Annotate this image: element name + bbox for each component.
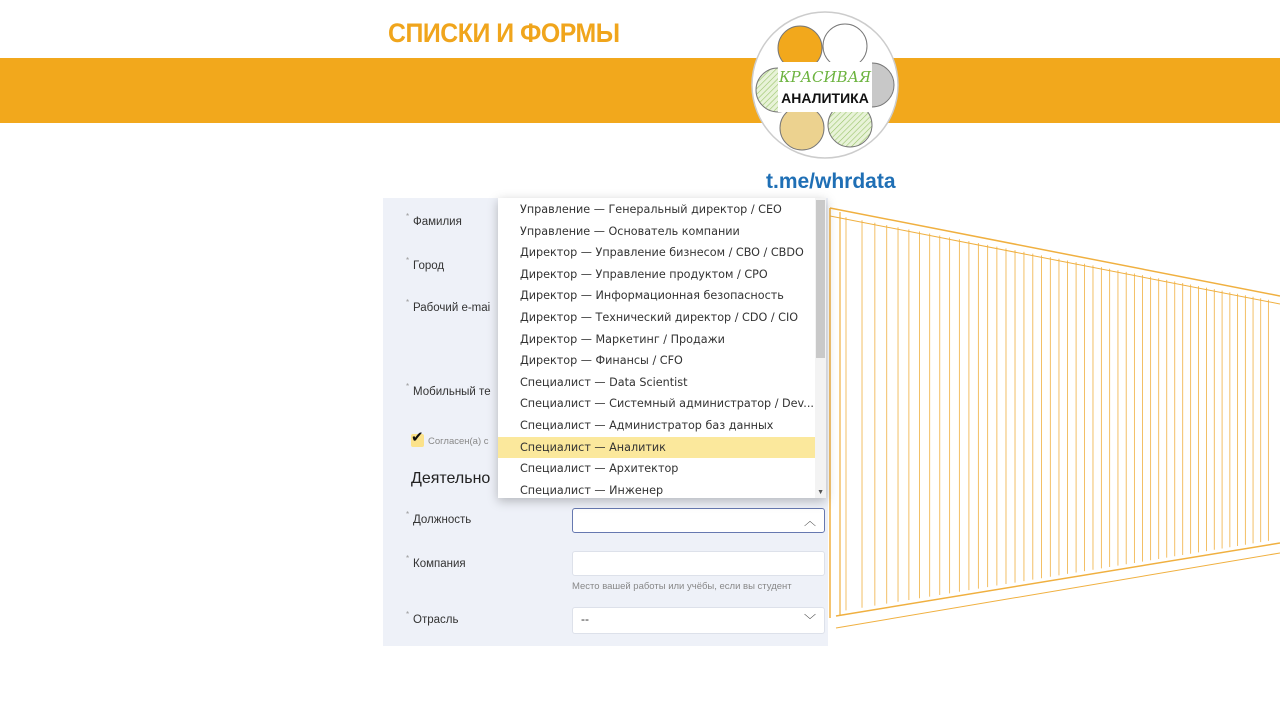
dropdown-option[interactable]: Специалист — Инженер [520, 483, 664, 497]
section-heading: Деятельно [411, 470, 491, 487]
container-line [836, 543, 1280, 616]
label-work-email: * Рабочий e-mai [406, 298, 491, 314]
dropdown-option[interactable]: Директор — Финансы / CFO [520, 354, 683, 368]
label-city: * Город [406, 256, 445, 272]
shipping-container-illustration [826, 198, 1280, 648]
scroll-down-icon[interactable]: ▼ [817, 489, 824, 496]
label-last-name: * Фамилия [406, 212, 462, 228]
dropdown-option[interactable]: Специалист — Data Scientist [520, 375, 688, 389]
dropdown-option[interactable]: Директор — Управление продуктом / CPO [520, 267, 768, 281]
logo-text-2: АНАЛИТИКА [781, 90, 869, 106]
consent-checkbox[interactable] [411, 429, 424, 447]
dropdown-option[interactable]: Специалист — Аналитик [498, 437, 815, 459]
label-industry: * Отрасль [406, 610, 459, 626]
position-dropdown-list[interactable] [498, 198, 826, 498]
consent-label: Согласен(а) с [428, 436, 489, 447]
company-input[interactable] [572, 551, 825, 576]
industry-select[interactable] [572, 607, 825, 634]
dropdown-option[interactable]: Директор — Управление бизнесом / CBO / CBDO [520, 246, 804, 260]
label-position: * Должность [406, 510, 472, 526]
container-line [830, 216, 1280, 304]
label-mobile: * Мобильный те [406, 382, 491, 398]
dropdown-option[interactable]: Специалист — Системный администратор / Dev... [520, 397, 814, 411]
dropdown-option[interactable]: Специалист — Архитектор [520, 462, 679, 476]
label-company: * Компания [406, 554, 466, 570]
dropdown-option[interactable]: Управление — Основатель компании [520, 224, 740, 238]
dropdown-option[interactable]: Директор — Информационная безопасность [520, 289, 784, 303]
dropdown-option[interactable]: Специалист — Администратор баз данных [520, 419, 774, 432]
page-title: СПИСКИ И ФОРМЫ [388, 18, 620, 48]
scrollbar[interactable] [815, 198, 826, 498]
container-line [830, 208, 1280, 296]
company-hint: Место вашей работы или учёбы, если вы студент [572, 581, 792, 592]
logo-text-1: КРАСИВАЯ [778, 68, 872, 86]
container-line [836, 553, 1280, 628]
logo [750, 10, 900, 160]
position-select[interactable] [572, 508, 825, 533]
chevron-up-icon: ︿ [803, 514, 816, 528]
dropdown-option[interactable]: Управление — Генеральный директор / CEO [520, 203, 782, 216]
dropdown-option[interactable]: Директор — Маркетинг / Продажи [520, 332, 725, 346]
check-icon: ✔ [411, 429, 424, 446]
chevron-down-icon: ﹀ [803, 613, 816, 627]
telegram-link[interactable]: t.me/whrdata [766, 170, 896, 193]
header-band [0, 58, 1280, 123]
dropdown-option[interactable]: Директор — Технический директор / CDO / CIO [520, 311, 799, 324]
scrollbar-thumb[interactable] [816, 200, 825, 358]
industry-value: -- [581, 612, 589, 626]
